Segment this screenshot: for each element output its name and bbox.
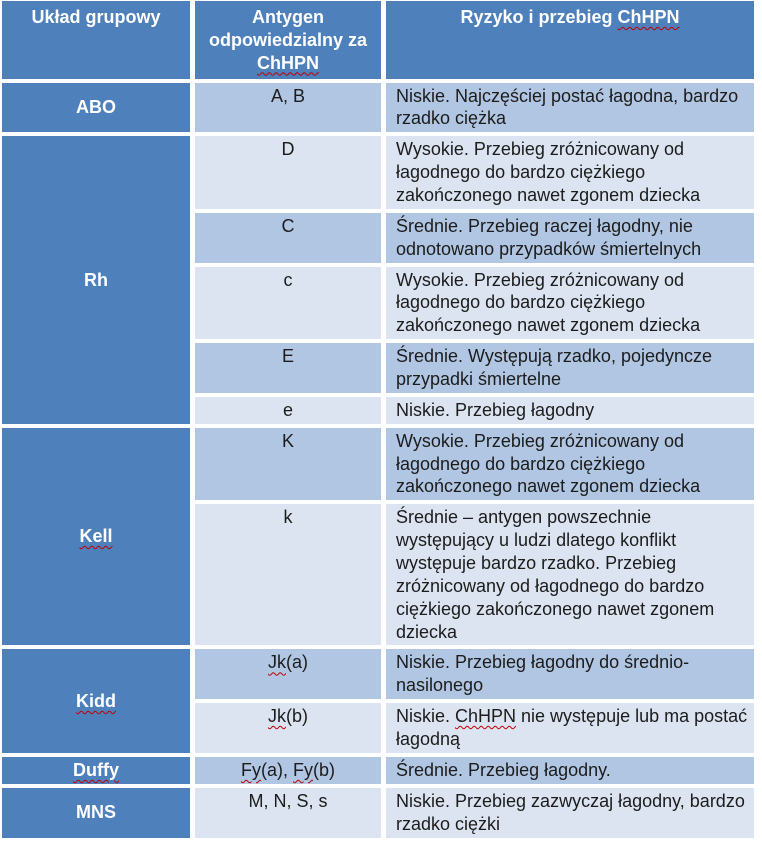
group-duffy-misspelled: Duffy — [73, 759, 119, 780]
header-group-system-label: Układ grupowy — [31, 7, 161, 27]
header-risk-label: Ryzyko i przebieg — [460, 7, 618, 27]
antigen-fya-suffix: (a), — [260, 759, 293, 780]
risk-cell-c-upper: Średnie. Przebieg raczej łagodny, nie odnotowano przypadków śmiertelnych — [386, 213, 754, 263]
antigen-cell-mns: M, N, S, s — [195, 788, 381, 838]
risk-cell-duffy: Średnie. Przebieg łagodny. — [386, 757, 754, 784]
risk-cell-k-upper: Wysokie. Przebieg zróżnicowany od łagodnego do bardzo ciężkiego zakończonego nawet zgonem dziecka — [386, 428, 754, 501]
group-cell-kidd — [2, 649, 190, 752]
row-kidd-jka — [2, 649, 754, 699]
antigen-fy-misspelled: Fy — [293, 759, 313, 780]
antigen-cell-e-lower: e — [195, 397, 381, 424]
header-risk-abbr-misspelled: ChHPN — [617, 7, 680, 27]
antigen-fy-misspelled: Fy — [240, 759, 261, 780]
risk-cell-k-lower: Średnie – antygen powszechnie występujący u ludzi dlatego konflikt występuje bardzo rzadko. Przebieg zróżnicowany od łagodnego do bardzo ciężkiego zakończonego nawet zgonem dziecka — [386, 504, 754, 645]
header-group-system — [2, 1, 190, 79]
header-antigen-abbr-misspelled: ChHPN — [257, 52, 319, 73]
row-abo — [2, 83, 754, 133]
risk-cell-jkb — [386, 703, 754, 753]
risk-jkb-pre: Niskie. — [396, 706, 456, 727]
group-cell-kell — [2, 428, 190, 646]
group-kidd-misspelled: Kidd — [76, 690, 116, 711]
group-cell-duffy — [2, 757, 190, 784]
risk-cell-e-upper: Średnie. Występują rzadko, pojedyncze przypadki śmiertelne — [386, 343, 754, 393]
group-cell-abo: ABO — [2, 83, 190, 133]
antigen-cell-c-lower: c — [195, 267, 381, 340]
antigen-jk-misspelled: Jk — [268, 706, 286, 727]
risk-cell-mns: Niskie. Przebieg zazwyczaj łagodny, bardzo rzadko ciężki — [386, 788, 754, 838]
antigen-cell-jkb — [195, 703, 381, 753]
row-mns — [2, 788, 754, 838]
risk-cell-abo: Niskie. Najczęściej postać łagodna, bardzo rzadko ciężka — [386, 83, 754, 133]
group-cell-rh: Rh — [2, 136, 190, 423]
antigen-fyb-suffix: (b) — [313, 759, 335, 780]
antigen-jka-suffix: (a) — [286, 652, 308, 673]
antigen-cell-k-upper: K — [195, 428, 381, 501]
risk-cell-e-lower: Niskie. Przebieg łagodny — [386, 397, 754, 424]
risk-jkb-post: nie występuje lub ma postać łagodną — [396, 706, 748, 750]
header-antigen-label: Antygen odpowiedzialny za — [208, 7, 368, 50]
antigen-cell-jka — [195, 649, 381, 699]
header-risk — [386, 1, 754, 79]
antigen-cell-c-upper: C — [195, 213, 381, 263]
risk-cell-c-lower: Wysokie. Przebieg zróżnicowany od łagodnego do bardzo ciężkiego zakończonego nawet zgonem dziecka — [386, 267, 754, 340]
antigen-cell-duffy — [195, 757, 381, 784]
row-duffy — [2, 757, 754, 784]
antigen-cell-k-lower: k — [195, 504, 381, 645]
header-row — [2, 1, 754, 79]
antigen-cell-abo: A, B — [195, 83, 381, 133]
antigen-cell-d: D — [195, 136, 381, 209]
row-rh-d — [2, 136, 754, 209]
antigen-jk-misspelled: Jk — [268, 652, 286, 673]
row-kell-k-upper — [2, 428, 754, 501]
risk-cell-d: Wysokie. Przebieg zróżnicowany od łagodnego do bardzo ciężkiego zakończonego nawet zgonem dziecka — [386, 136, 754, 209]
group-kell-misspelled: Kell — [79, 526, 113, 547]
antigen-cell-e-upper: E — [195, 343, 381, 393]
risk-jkb-abbr-misspelled: ChHPN — [455, 706, 517, 727]
antigen-jkb-suffix: (b) — [286, 706, 308, 727]
risk-cell-jka: Niskie. Przebieg łagodny do średnio-nasilonego — [386, 649, 754, 699]
group-cell-mns: MNS — [2, 788, 190, 838]
header-antigen — [195, 1, 381, 79]
